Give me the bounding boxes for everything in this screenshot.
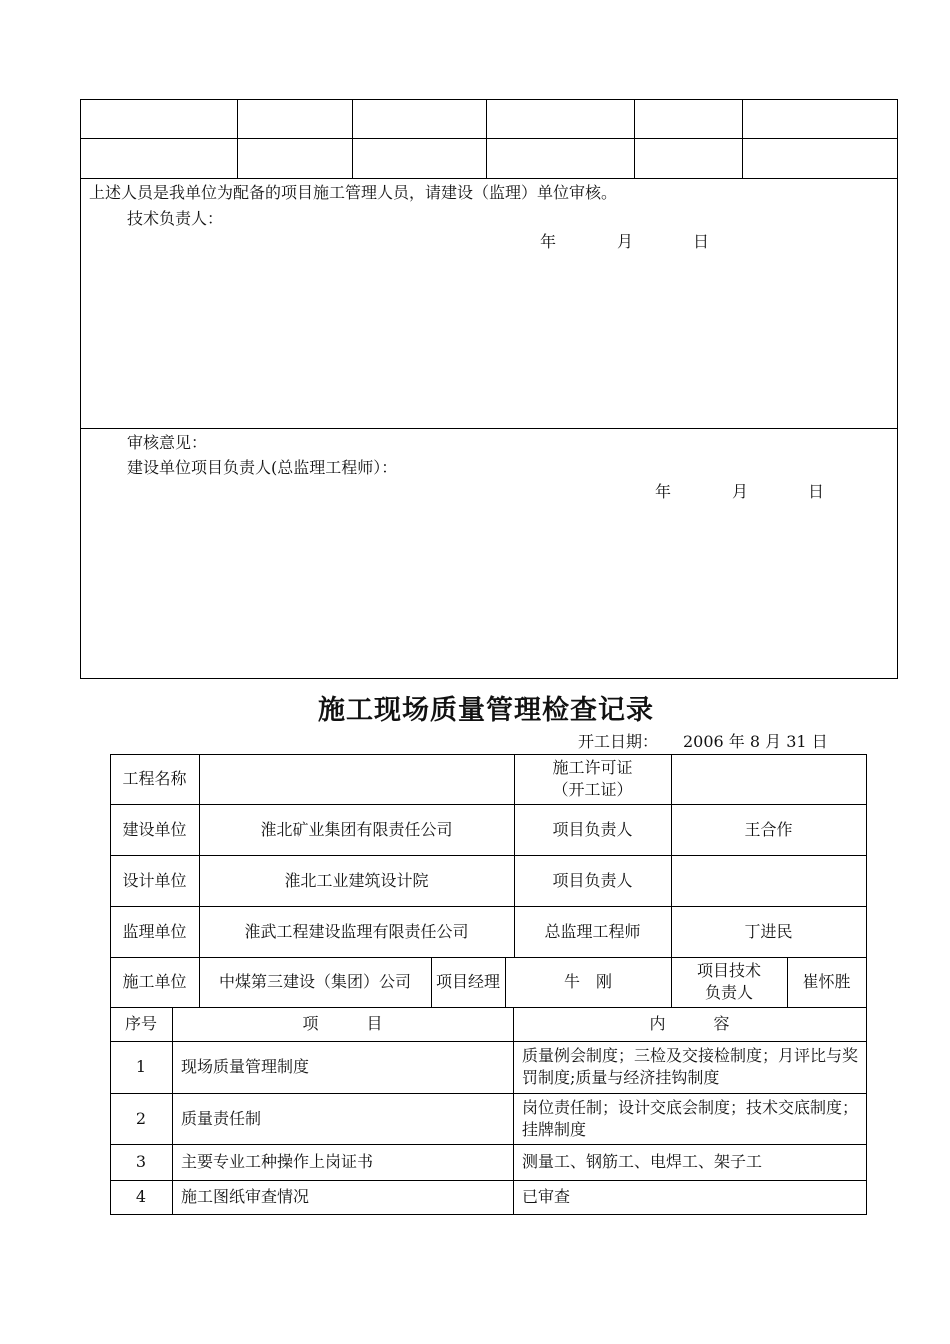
row-seq: 1 (135, 1057, 147, 1076)
tech-lead-value: 崔怀胜 (802, 972, 851, 991)
date-month: 月 (617, 232, 634, 251)
table-border (110, 1214, 867, 1215)
design-pm-value (671, 855, 866, 906)
row-item: 现场质量管理制度 (181, 1057, 310, 1076)
table-border (80, 428, 898, 429)
row-item: 主要专业工种操作上岗证书 (181, 1152, 374, 1171)
column-header-seq: 序号 (124, 1014, 157, 1033)
table-border (486, 99, 487, 179)
table-border (352, 99, 353, 179)
row-seq: 4 (135, 1187, 147, 1206)
table-border (80, 678, 898, 679)
date-year: 年 (540, 232, 557, 251)
contractor-value: 中煤第三建设（集团）公司 (218, 972, 411, 991)
table-border (80, 99, 81, 679)
project-manager-label: 项目经理 (435, 972, 500, 991)
row-content: 测量工、钢筋工、电焊工、架子工 (522, 1152, 763, 1171)
chief-engineer-value: 丁进民 (744, 921, 793, 941)
row-item: 质量责任制 (181, 1108, 262, 1128)
table-border (897, 99, 898, 679)
table-border (80, 138, 898, 139)
start-date-label: 开工日期： (578, 732, 659, 751)
project-name-value (199, 754, 514, 804)
row-seq: 3 (135, 1152, 147, 1171)
table-border (237, 99, 238, 179)
permit-label-line2: （开工证） (552, 780, 633, 799)
design-pm-label: 项目负责人 (552, 870, 633, 890)
table-border (80, 99, 898, 100)
table-border (742, 99, 743, 179)
column-header-content: 内 容 (649, 1014, 730, 1033)
owner-value: 淮北矿业集团有限责任公司 (260, 819, 453, 839)
supervisor-label: 监理单位 (122, 921, 187, 941)
statement-text: 上述人员是我单位为配备的项目施工管理人员，请建设（监理）单位审核。 (89, 183, 618, 202)
date-month: 月 (732, 482, 749, 501)
table-border (866, 754, 867, 1215)
design-value: 淮北工业建筑设计院 (284, 870, 429, 890)
permit-label (514, 754, 671, 804)
date-day: 日 (808, 482, 825, 501)
owner-pm-value: 王合作 (744, 819, 793, 839)
row-item: 施工图纸审查情况 (181, 1187, 310, 1206)
owner-pm-label: 项目负责人 (552, 819, 633, 839)
tech-lead-label: 技术负责人： (127, 209, 224, 228)
column-header-item: 项 目 (302, 1014, 383, 1033)
date-day: 日 (693, 232, 710, 251)
owner-label: 建设单位 (122, 819, 187, 839)
supervisor-value: 淮武工程建设监理有限责任公司 (244, 921, 469, 941)
tech-lead-label-line1: 项目技术 (696, 961, 761, 980)
design-label: 设计单位 (122, 870, 187, 890)
row-content: 已审查 (522, 1187, 571, 1206)
date-year: 年 (655, 482, 672, 501)
project-manager-value: 牛 刚 (563, 972, 612, 991)
table-border (80, 178, 898, 179)
owner-lead-label: 建设单位项目负责人(总监理工程师）： (127, 458, 398, 477)
chief-engineer-label: 总监理工程师 (544, 921, 641, 941)
tech-lead-label-line2: 负责人 (704, 983, 753, 1002)
project-name-label: 工程名称 (122, 769, 187, 788)
row-seq: 2 (135, 1108, 147, 1128)
start-date-value: 2006 年 8 月 31 日 (683, 732, 828, 751)
row-content: 岗位责任制；设计交底会制度；技术交底制度；挂牌制度 (522, 1097, 859, 1139)
table-border (634, 99, 635, 179)
row-content: 质量例会制度；三检及交接检制度；月评比与奖罚制度;质量与经济挂钩制度 (522, 1046, 859, 1087)
page-title: 施工现场质量管理检查记录 (318, 695, 654, 726)
permit-value (671, 754, 866, 804)
tech-lead-label (671, 957, 787, 1007)
contractor-label: 施工单位 (122, 972, 187, 991)
permit-label-line1: 施工许可证 (552, 758, 633, 777)
review-label: 审核意见： (127, 433, 208, 452)
